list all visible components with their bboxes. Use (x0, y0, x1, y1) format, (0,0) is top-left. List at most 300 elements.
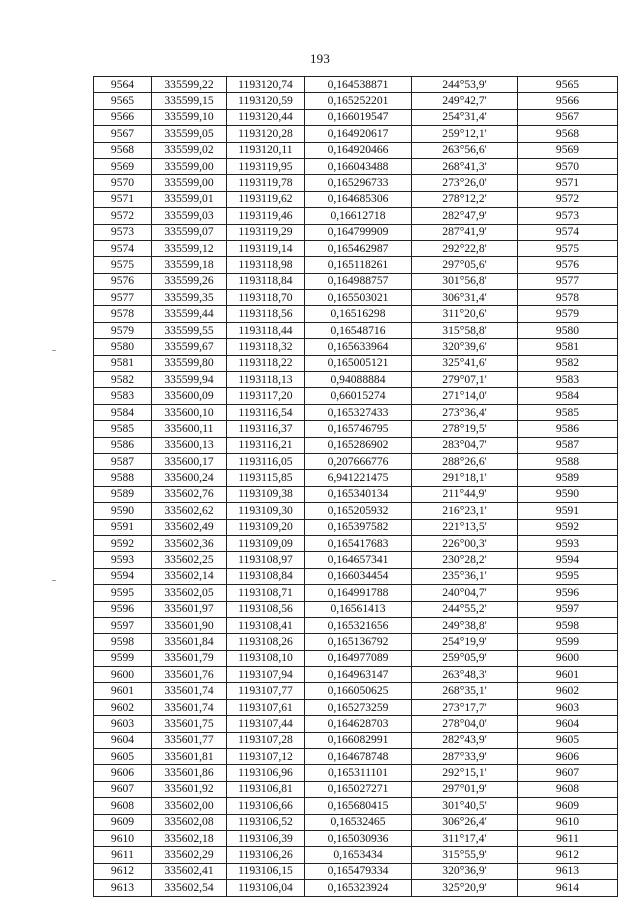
next-point-number-cell: 9573 (518, 208, 618, 224)
point-number-cell: 9590 (94, 503, 152, 519)
bearing-cell: 292°22,8' (412, 240, 518, 256)
y-coordinate-cell: 1193106,15 (227, 863, 305, 879)
bearing-cell: 306°26,4' (412, 814, 518, 830)
bearing-cell: 273°26,0' (412, 175, 518, 191)
next-point-number-cell: 9582 (518, 355, 618, 371)
next-point-number-cell: 9571 (518, 175, 618, 191)
distance-cell: 0,165680415 (305, 798, 412, 814)
distance-cell: 0,164988757 (305, 273, 412, 289)
distance-cell: 0,166034454 (305, 568, 412, 584)
y-coordinate-cell: 1193107,12 (227, 749, 305, 765)
x-coordinate-cell: 335601,74 (152, 683, 227, 699)
distance-cell: 0,165327433 (305, 404, 412, 420)
distance-cell: 0,166082991 (305, 732, 412, 748)
y-coordinate-cell: 1193106,96 (227, 765, 305, 781)
x-coordinate-cell: 335599,15 (152, 93, 227, 109)
distance-cell: 0,165462987 (305, 240, 412, 256)
distance-cell: 0,165286902 (305, 437, 412, 453)
bearing-cell: 226°00,3' (412, 535, 518, 551)
y-coordinate-cell: 1193109,30 (227, 503, 305, 519)
table-row (94, 126, 618, 142)
bearing-cell: 291°18,1' (412, 470, 518, 486)
table-row (94, 765, 618, 781)
next-point-number-cell: 9565 (518, 77, 618, 93)
next-point-number-cell: 9592 (518, 519, 618, 535)
y-coordinate-cell: 1193115,85 (227, 470, 305, 486)
y-coordinate-cell: 1193109,38 (227, 486, 305, 502)
page-number: 193 (309, 51, 331, 66)
point-number-cell: 9573 (94, 224, 152, 240)
table-row (94, 798, 618, 814)
y-coordinate-cell: 1193107,61 (227, 699, 305, 715)
x-coordinate-cell: 335600,11 (152, 421, 227, 437)
bearing-cell: 301°56,8' (412, 273, 518, 289)
x-coordinate-cell: 335599,00 (152, 158, 227, 174)
next-point-number-cell: 9593 (518, 535, 618, 551)
bearing-cell: 306°31,4' (412, 290, 518, 306)
point-number-cell: 9606 (94, 765, 152, 781)
y-coordinate-cell: 1193106,26 (227, 847, 305, 863)
x-coordinate-cell: 335599,07 (152, 224, 227, 240)
x-coordinate-cell: 335600,13 (152, 437, 227, 453)
point-number-cell: 9568 (94, 142, 152, 158)
bearing-cell: 282°43,9' (412, 732, 518, 748)
point-number-cell: 9574 (94, 240, 152, 256)
bearing-cell: 320°36,9' (412, 863, 518, 879)
table-row (94, 339, 618, 355)
x-coordinate-cell: 335599,22 (152, 77, 227, 93)
distance-cell: 0,16516298 (305, 306, 412, 322)
next-point-number-cell: 9574 (518, 224, 618, 240)
point-number-cell: 9605 (94, 749, 152, 765)
coordinates-table-body (94, 77, 618, 897)
bearing-cell: 288°26,6' (412, 453, 518, 469)
point-number-cell: 9604 (94, 732, 152, 748)
distance-cell: 6,941221475 (305, 470, 412, 486)
table-row (94, 306, 618, 322)
x-coordinate-cell: 335602,49 (152, 519, 227, 535)
bearing-cell: 230°28,2' (412, 552, 518, 568)
point-number-cell: 9612 (94, 863, 152, 879)
next-point-number-cell: 9607 (518, 765, 618, 781)
bearing-cell: 320°39,6' (412, 339, 518, 355)
y-coordinate-cell: 1193118,44 (227, 322, 305, 338)
table-row (94, 470, 618, 486)
point-number-cell: 9580 (94, 339, 152, 355)
table-row (94, 732, 618, 748)
bearing-cell: 273°36,4' (412, 404, 518, 420)
distance-cell: 0,164920466 (305, 142, 412, 158)
bearing-cell: 297°01,9' (412, 781, 518, 797)
distance-cell: 0,164685306 (305, 191, 412, 207)
point-number-cell: 9569 (94, 158, 152, 174)
distance-cell: 0,164678748 (305, 749, 412, 765)
table-row (94, 355, 618, 371)
next-point-number-cell: 9567 (518, 109, 618, 125)
bearing-cell: 263°56,6' (412, 142, 518, 158)
table-row (94, 109, 618, 125)
distance-cell: 0,165479334 (305, 863, 412, 879)
next-point-number-cell: 9584 (518, 388, 618, 404)
x-coordinate-cell: 335599,35 (152, 290, 227, 306)
x-coordinate-cell: 335599,44 (152, 306, 227, 322)
x-coordinate-cell: 335602,00 (152, 798, 227, 814)
y-coordinate-cell: 1193108,97 (227, 552, 305, 568)
y-coordinate-cell: 1193118,13 (227, 372, 305, 388)
table-row (94, 208, 618, 224)
x-coordinate-cell: 335602,41 (152, 863, 227, 879)
y-coordinate-cell: 1193106,81 (227, 781, 305, 797)
y-coordinate-cell: 1193120,44 (227, 109, 305, 125)
bearing-cell: 325°41,6' (412, 355, 518, 371)
bearing-cell: 287°41,9' (412, 224, 518, 240)
distance-cell: 0,165321656 (305, 617, 412, 633)
next-point-number-cell: 9601 (518, 667, 618, 683)
distance-cell: 0,165030936 (305, 830, 412, 846)
table-row (94, 601, 618, 617)
next-point-number-cell: 9577 (518, 273, 618, 289)
next-point-number-cell: 9606 (518, 749, 618, 765)
distance-cell: 0,165746795 (305, 421, 412, 437)
next-point-number-cell: 9579 (518, 306, 618, 322)
point-number-cell: 9595 (94, 585, 152, 601)
next-point-number-cell: 9588 (518, 453, 618, 469)
next-point-number-cell: 9612 (518, 847, 618, 863)
table-row (94, 191, 618, 207)
next-point-number-cell: 9614 (518, 880, 618, 896)
distance-cell: 0,164963147 (305, 667, 412, 683)
point-number-cell: 9608 (94, 798, 152, 814)
x-coordinate-cell: 335602,36 (152, 535, 227, 551)
table-row (94, 716, 618, 732)
distance-cell: 0,94088884 (305, 372, 412, 388)
x-coordinate-cell: 335599,02 (152, 142, 227, 158)
point-number-cell: 9577 (94, 290, 152, 306)
point-number-cell: 9602 (94, 699, 152, 715)
distance-cell: 0,166019547 (305, 109, 412, 125)
bearing-cell: 259°12,1' (412, 126, 518, 142)
x-coordinate-cell: 335602,76 (152, 486, 227, 502)
point-number-cell: 9571 (94, 191, 152, 207)
table-row (94, 503, 618, 519)
x-coordinate-cell: 335600,24 (152, 470, 227, 486)
next-point-number-cell: 9589 (518, 470, 618, 486)
bearing-cell: 315°58,8' (412, 322, 518, 338)
point-number-cell: 9575 (94, 257, 152, 273)
next-point-number-cell: 9599 (518, 634, 618, 650)
point-number-cell: 9567 (94, 126, 152, 142)
table-row (94, 519, 618, 535)
x-coordinate-cell: 335599,10 (152, 109, 227, 125)
y-coordinate-cell: 1193120,11 (227, 142, 305, 158)
next-point-number-cell: 9611 (518, 830, 618, 846)
distance-cell: 0,164538871 (305, 77, 412, 93)
table-row (94, 486, 618, 502)
y-coordinate-cell: 1193118,56 (227, 306, 305, 322)
point-number-cell: 9597 (94, 617, 152, 633)
margin-mark (52, 580, 56, 581)
point-number-cell: 9572 (94, 208, 152, 224)
distance-cell: 0,166043488 (305, 158, 412, 174)
y-coordinate-cell: 1193108,10 (227, 650, 305, 666)
point-number-cell: 9592 (94, 535, 152, 551)
next-point-number-cell: 9595 (518, 568, 618, 584)
bearing-cell: 283°04,7' (412, 437, 518, 453)
bearing-cell: 311°17,4' (412, 830, 518, 846)
next-point-number-cell: 9596 (518, 585, 618, 601)
point-number-cell: 9586 (94, 437, 152, 453)
bearing-cell: 240°04,7' (412, 585, 518, 601)
point-number-cell: 9579 (94, 322, 152, 338)
bearing-cell: 254°19,9' (412, 634, 518, 650)
distance-cell: 0,165340134 (305, 486, 412, 502)
distance-cell: 0,164799909 (305, 224, 412, 240)
bearing-cell: 282°47,9' (412, 208, 518, 224)
table-row (94, 388, 618, 404)
table-row (94, 257, 618, 273)
bearing-cell: 216°23,1' (412, 503, 518, 519)
table-row (94, 781, 618, 797)
bearing-cell: 244°53,9' (412, 77, 518, 93)
y-coordinate-cell: 1193118,84 (227, 273, 305, 289)
point-number-cell: 9566 (94, 109, 152, 125)
x-coordinate-cell: 335602,08 (152, 814, 227, 830)
next-point-number-cell: 9605 (518, 732, 618, 748)
point-number-cell: 9601 (94, 683, 152, 699)
table-row (94, 667, 618, 683)
next-point-number-cell: 9581 (518, 339, 618, 355)
x-coordinate-cell: 335601,79 (152, 650, 227, 666)
y-coordinate-cell: 1193118,22 (227, 355, 305, 371)
next-point-number-cell: 9597 (518, 601, 618, 617)
bearing-cell: 211°44,9' (412, 486, 518, 502)
point-number-cell: 9598 (94, 634, 152, 650)
x-coordinate-cell: 335601,81 (152, 749, 227, 765)
point-number-cell: 9611 (94, 847, 152, 863)
table-row (94, 617, 618, 633)
next-point-number-cell: 9583 (518, 372, 618, 388)
distance-cell: 0,66015274 (305, 388, 412, 404)
next-point-number-cell: 9569 (518, 142, 618, 158)
x-coordinate-cell: 335601,76 (152, 667, 227, 683)
point-number-cell: 9610 (94, 830, 152, 846)
distance-cell: 0,165633964 (305, 339, 412, 355)
point-number-cell: 9578 (94, 306, 152, 322)
table-row (94, 749, 618, 765)
next-point-number-cell: 9613 (518, 863, 618, 879)
point-number-cell: 9613 (94, 880, 152, 896)
bearing-cell: 244°55,2' (412, 601, 518, 617)
x-coordinate-cell: 335602,14 (152, 568, 227, 584)
table-row (94, 863, 618, 879)
margin-mark (52, 350, 56, 351)
bearing-cell: 249°38,8' (412, 617, 518, 633)
bearing-cell: 311°20,6' (412, 306, 518, 322)
point-number-cell: 9589 (94, 486, 152, 502)
distance-cell: 0,16548716 (305, 322, 412, 338)
y-coordinate-cell: 1193117,20 (227, 388, 305, 404)
table-row (94, 77, 618, 93)
table-row (94, 322, 618, 338)
table-row (94, 453, 618, 469)
table-row (94, 175, 618, 191)
bearing-cell: 221°13,5' (412, 519, 518, 535)
table-row (94, 634, 618, 650)
next-point-number-cell: 9585 (518, 404, 618, 420)
table-row (94, 699, 618, 715)
y-coordinate-cell: 1193120,59 (227, 93, 305, 109)
y-coordinate-cell: 1193109,20 (227, 519, 305, 535)
distance-cell: 0,16532465 (305, 814, 412, 830)
y-coordinate-cell: 1193106,04 (227, 880, 305, 896)
table-row (94, 552, 618, 568)
x-coordinate-cell: 335601,75 (152, 716, 227, 732)
y-coordinate-cell: 1193120,74 (227, 77, 305, 93)
x-coordinate-cell: 335600,10 (152, 404, 227, 420)
next-point-number-cell: 9591 (518, 503, 618, 519)
distance-cell: 0,165503021 (305, 290, 412, 306)
distance-cell: 0,164657341 (305, 552, 412, 568)
y-coordinate-cell: 1193118,98 (227, 257, 305, 273)
point-number-cell: 9603 (94, 716, 152, 732)
x-coordinate-cell: 335599,94 (152, 372, 227, 388)
next-point-number-cell: 9604 (518, 716, 618, 732)
bearing-cell: 271°14,0' (412, 388, 518, 404)
distance-cell: 0,1653434 (305, 847, 412, 863)
bearing-cell: 278°04,0' (412, 716, 518, 732)
bearing-cell: 235°36,1' (412, 568, 518, 584)
point-number-cell: 9600 (94, 667, 152, 683)
point-number-cell: 9587 (94, 453, 152, 469)
next-point-number-cell: 9610 (518, 814, 618, 830)
table-row (94, 683, 618, 699)
distance-cell: 0,164977089 (305, 650, 412, 666)
y-coordinate-cell: 1193119,62 (227, 191, 305, 207)
distance-cell: 0,165005121 (305, 355, 412, 371)
y-coordinate-cell: 1193119,29 (227, 224, 305, 240)
table-row (94, 568, 618, 584)
y-coordinate-cell: 1193107,94 (227, 667, 305, 683)
y-coordinate-cell: 1193118,70 (227, 290, 305, 306)
next-point-number-cell: 9609 (518, 798, 618, 814)
distance-cell: 0,165118261 (305, 257, 412, 273)
y-coordinate-cell: 1193107,28 (227, 732, 305, 748)
next-point-number-cell: 9603 (518, 699, 618, 715)
next-point-number-cell: 9575 (518, 240, 618, 256)
next-point-number-cell: 9608 (518, 781, 618, 797)
table-row (94, 142, 618, 158)
bearing-cell: 325°20,9' (412, 880, 518, 896)
table-row (94, 404, 618, 420)
bearing-cell: 249°42,7' (412, 93, 518, 109)
x-coordinate-cell: 335601,92 (152, 781, 227, 797)
x-coordinate-cell: 335599,00 (152, 175, 227, 191)
y-coordinate-cell: 1193118,32 (227, 339, 305, 355)
distance-cell: 0,165273259 (305, 699, 412, 715)
x-coordinate-cell: 335602,25 (152, 552, 227, 568)
distance-cell: 0,16561413 (305, 601, 412, 617)
y-coordinate-cell: 1193119,78 (227, 175, 305, 191)
table-row (94, 290, 618, 306)
x-coordinate-cell: 335599,80 (152, 355, 227, 371)
x-coordinate-cell: 335601,86 (152, 765, 227, 781)
x-coordinate-cell: 335599,55 (152, 322, 227, 338)
y-coordinate-cell: 1193108,26 (227, 634, 305, 650)
x-coordinate-cell: 335599,05 (152, 126, 227, 142)
bearing-cell: 297°05,6' (412, 257, 518, 273)
point-number-cell: 9581 (94, 355, 152, 371)
bearing-cell: 279°07,1' (412, 372, 518, 388)
y-coordinate-cell: 1193107,77 (227, 683, 305, 699)
bearing-cell: 287°33,9' (412, 749, 518, 765)
point-number-cell: 9591 (94, 519, 152, 535)
bearing-cell: 278°19,5' (412, 421, 518, 437)
point-number-cell: 9564 (94, 77, 152, 93)
point-number-cell: 9596 (94, 601, 152, 617)
y-coordinate-cell: 1193108,71 (227, 585, 305, 601)
point-number-cell: 9583 (94, 388, 152, 404)
next-point-number-cell: 9568 (518, 126, 618, 142)
next-point-number-cell: 9576 (518, 257, 618, 273)
distance-cell: 0,165252201 (305, 93, 412, 109)
distance-cell: 0,165296733 (305, 175, 412, 191)
y-coordinate-cell: 1193109,09 (227, 535, 305, 551)
bearing-cell: 268°41,3' (412, 158, 518, 174)
next-point-number-cell: 9578 (518, 290, 618, 306)
x-coordinate-cell: 335600,17 (152, 453, 227, 469)
distance-cell: 0,165136792 (305, 634, 412, 650)
bearing-cell: 268°35,1' (412, 683, 518, 699)
table-row (94, 158, 618, 174)
y-coordinate-cell: 1193116,37 (227, 421, 305, 437)
x-coordinate-cell: 335599,01 (152, 191, 227, 207)
y-coordinate-cell: 1193116,54 (227, 404, 305, 420)
y-coordinate-cell: 1193108,56 (227, 601, 305, 617)
point-number-cell: 9570 (94, 175, 152, 191)
point-number-cell: 9584 (94, 404, 152, 420)
bearing-cell: 259°05,9' (412, 650, 518, 666)
y-coordinate-cell: 1193119,46 (227, 208, 305, 224)
y-coordinate-cell: 1193106,52 (227, 814, 305, 830)
distance-cell: 0,166050625 (305, 683, 412, 699)
x-coordinate-cell: 335602,54 (152, 880, 227, 896)
x-coordinate-cell: 335599,03 (152, 208, 227, 224)
point-number-cell: 9588 (94, 470, 152, 486)
distance-cell: 0,165397582 (305, 519, 412, 535)
point-number-cell: 9594 (94, 568, 152, 584)
y-coordinate-cell: 1193106,66 (227, 798, 305, 814)
table-row (94, 880, 618, 896)
x-coordinate-cell: 335601,90 (152, 617, 227, 633)
next-point-number-cell: 9602 (518, 683, 618, 699)
bearing-cell: 292°15,1' (412, 765, 518, 781)
x-coordinate-cell: 335599,26 (152, 273, 227, 289)
y-coordinate-cell: 1193119,95 (227, 158, 305, 174)
coordinates-table (93, 76, 618, 897)
y-coordinate-cell: 1193106,39 (227, 830, 305, 846)
point-number-cell: 9609 (94, 814, 152, 830)
distance-cell: 0,207666776 (305, 453, 412, 469)
distance-cell: 0,164920617 (305, 126, 412, 142)
distance-cell: 0,164628703 (305, 716, 412, 732)
table-row (94, 372, 618, 388)
next-point-number-cell: 9580 (518, 322, 618, 338)
distance-cell: 0,165323924 (305, 880, 412, 896)
next-point-number-cell: 9586 (518, 421, 618, 437)
y-coordinate-cell: 1193120,28 (227, 126, 305, 142)
x-coordinate-cell: 335601,77 (152, 732, 227, 748)
x-coordinate-cell: 335599,12 (152, 240, 227, 256)
